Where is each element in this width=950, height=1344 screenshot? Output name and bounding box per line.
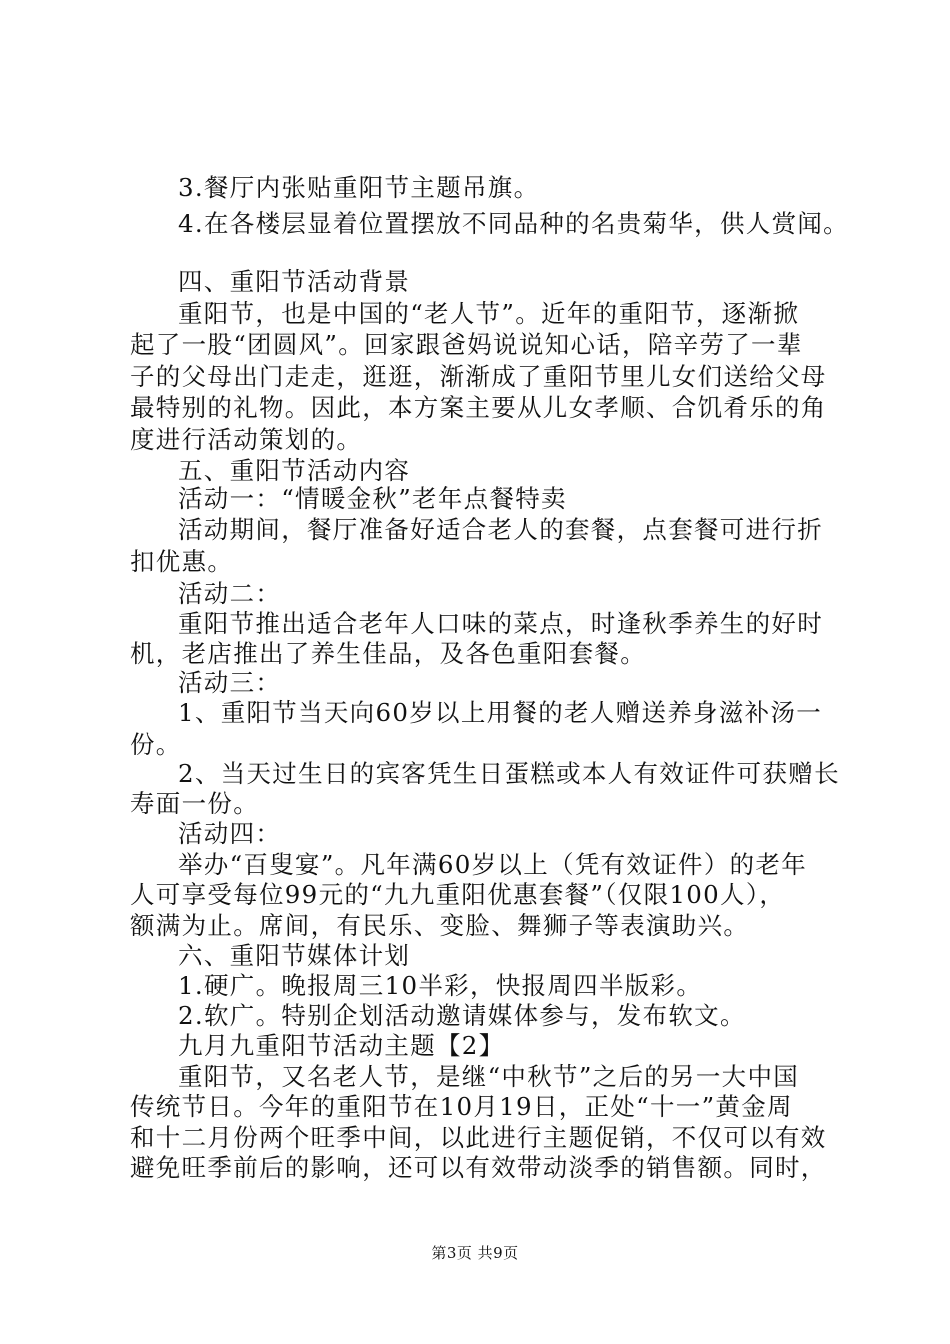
section-heading: 五、重阳节活动内容 — [178, 456, 411, 485]
text-line: 份。 — [130, 730, 182, 759]
section-heading: 九月九重阳节活动主题【2】 — [178, 1031, 505, 1060]
text-line: 机，老店推出了养生佳品，及各色重阳套餐。 — [130, 639, 646, 668]
text-line: 1、重阳节当天向60岁以上用餐的老人赠送养身滋补汤一 — [178, 698, 823, 727]
page-number-footer: 第3页 共9页 — [431, 1244, 519, 1262]
text-line: 重阳节推出适合老年人口味的菜点，时逢秋季养生的好时 — [178, 609, 823, 638]
section-heading: 六、重阳节媒体计划 — [178, 941, 411, 970]
text-line: 活动四： — [178, 819, 282, 848]
text-line: 扣优惠。 — [130, 547, 234, 576]
text-line: 寿面一份。 — [130, 789, 259, 818]
text-line: 活动期间，餐厅准备好适合老人的套餐，点套餐可进行折 — [178, 515, 823, 544]
text-line: 避免旺季前后的影响，还可以有效带动淡季的销售额。同时， — [130, 1153, 827, 1182]
text-line: 起了一股“团圆风”。回家跟爸妈说说知心话，陪辛劳了一辈 — [130, 330, 803, 359]
text-line: 传统节日。今年的重阳节在10月19日，正处“十一”黄金周 — [130, 1092, 793, 1121]
text-line: 活动一：“情暖金秋”老年点餐特卖 — [178, 484, 567, 513]
text-line: 举办“百叟宴”。凡年满60岁以上（凭有效证件）的老年 — [178, 850, 808, 879]
section-heading: 四、重阳节活动背景 — [178, 267, 411, 296]
text-line: 2、当天过生日的宾客凭生日蛋糕或本人有效证件可获赠长 — [178, 759, 840, 788]
text-line: 最特别的礼物。因此，本方案主要从儿女孝顺、合饥肴乐的角 — [130, 393, 827, 422]
text-line: 额满为止。席间，有民乐、变脸、舞狮子等表演助兴。 — [130, 911, 750, 940]
text-line: 重阳节，又名老人节，是继“中秋节”之后的另一大中国 — [178, 1062, 800, 1091]
text-line: 1.硬广。晚报周三10半彩，快报周四半版彩。 — [178, 971, 703, 1000]
text-line: 和十二月份两个旺季中间，以此进行主题促销，不仅可以有效 — [130, 1123, 827, 1152]
text-line: 重阳节，也是中国的“老人节”。近年的重阳节，逐渐掀 — [178, 299, 800, 328]
text-line: 活动三： — [178, 668, 282, 697]
text-line: 活动二： — [178, 579, 282, 608]
text-line: 4.在各楼层显着位置摆放不同品种的名贵菊华，供人赏闻。 — [178, 209, 849, 238]
text-line: 度进行活动策划的。 — [130, 425, 363, 454]
text-line: 2.软广。特别企划活动邀请媒体参与，发布软文。 — [178, 1001, 746, 1030]
text-line: 3.餐厅内张贴重阳节主题吊旗。 — [178, 173, 540, 202]
text-line: 人可享受每位99元的“九九重阳优惠套餐”（仅限100人）， — [130, 880, 786, 909]
text-line: 子的父母出门走走，逛逛，渐渐成了重阳节里儿女们送给父母 — [130, 362, 827, 391]
